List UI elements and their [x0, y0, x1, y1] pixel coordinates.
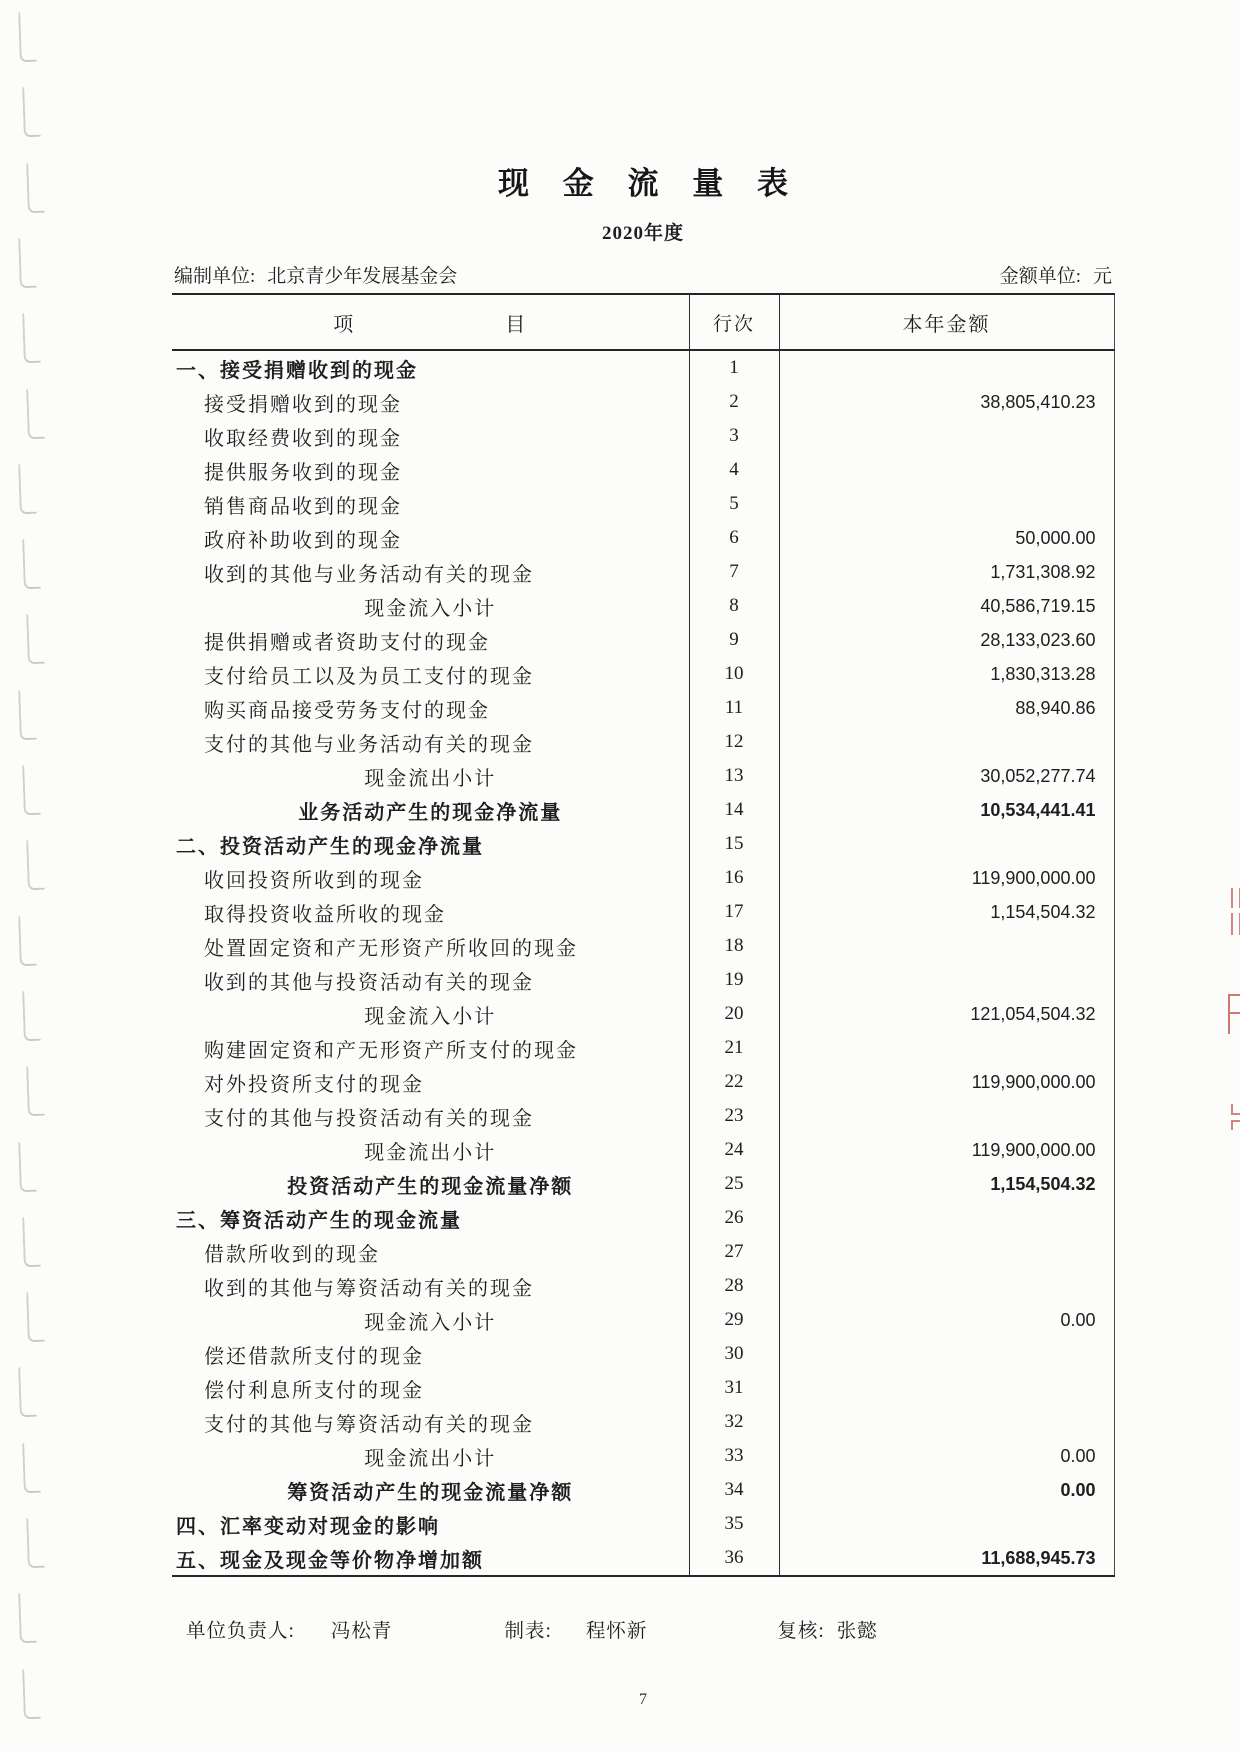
line-no-cell: 9 [689, 623, 779, 657]
amount-cell: 11,688,945.73 [779, 1541, 1114, 1576]
amount-cell: 88,940.86 [779, 691, 1114, 725]
preparer-label: 制表: [504, 1621, 552, 1642]
table-row [172, 555, 1114, 589]
prepared-by-value: 北京青少年发展基金会 [267, 266, 458, 287]
cash-flow-table [172, 293, 1115, 1577]
table-row [172, 725, 1114, 759]
binding-tear-mark [26, 1066, 45, 1117]
table-row [172, 521, 1114, 555]
binding-tear-mark [18, 689, 37, 740]
amount-cell [779, 1337, 1114, 1371]
amount-cell [779, 350, 1114, 385]
table-row [172, 691, 1114, 725]
line-no-cell: 19 [689, 963, 779, 997]
item-cell: 现金流入小计 [364, 1005, 497, 1028]
binding-tear-mark [26, 614, 45, 665]
table-row [172, 895, 1114, 929]
binding-tear-mark [18, 1367, 37, 1418]
red-edge-mark [1231, 1104, 1240, 1115]
table-row [172, 1507, 1114, 1541]
amount-cell: 119,900,000.00 [779, 861, 1114, 895]
amount-cell: 1,731,308.92 [779, 555, 1114, 589]
item-cell: 销售商品收到的现金 [204, 495, 402, 518]
table-row [172, 1269, 1114, 1303]
amount-cell [779, 1507, 1114, 1541]
amount-cell [779, 963, 1114, 997]
binding-tear-mark [22, 991, 41, 1042]
line-no-cell: 30 [689, 1337, 779, 1371]
header-item-left: 项 [333, 313, 356, 336]
table-row [172, 1439, 1114, 1473]
line-no-cell: 13 [689, 759, 779, 793]
item-cell: 收回投资所收到的现金 [204, 869, 424, 892]
table-row [172, 963, 1114, 997]
item-cell: 提供服务收到的现金 [204, 461, 402, 484]
table-row [172, 350, 1114, 385]
table-row [172, 827, 1114, 861]
binding-tear-mark [22, 1668, 41, 1719]
item-cell: 偿付利息所支付的现金 [204, 1379, 424, 1402]
binding-tear-mark [26, 1292, 45, 1343]
item-cell: 现金流入小计 [364, 597, 497, 620]
item-cell: 现金流出小计 [364, 767, 497, 790]
table-header [172, 294, 1114, 350]
table-row [172, 861, 1114, 895]
line-no-cell: 7 [689, 555, 779, 589]
table-row [172, 997, 1114, 1031]
amount-unit-value: 元 [1092, 266, 1112, 287]
amount-cell: 121,054,504.32 [779, 997, 1114, 1031]
line-no-cell: 8 [689, 589, 779, 623]
binding-tear-mark [22, 539, 41, 590]
red-edge-mark [1231, 913, 1240, 935]
item-cell: 收到的其他与筹资活动有关的现金 [204, 1277, 534, 1300]
table-row [172, 623, 1114, 657]
amount-cell: 1,154,504.32 [779, 895, 1114, 929]
binding-tear-mark [26, 388, 45, 439]
amount-cell [779, 1099, 1114, 1133]
page-title: 现 金 流 量 表 [498, 166, 801, 201]
line-no-cell: 21 [689, 1031, 779, 1065]
table-row [172, 589, 1114, 623]
line-no-cell: 18 [689, 929, 779, 963]
amount-cell: 0.00 [779, 1473, 1114, 1507]
header-line-no: 行次 [689, 294, 779, 350]
reviewer-label: 复核: [777, 1621, 825, 1642]
table-row [172, 1473, 1114, 1507]
amount-cell: 38,805,410.23 [779, 385, 1114, 419]
prepared-by-label: 编制单位: [174, 266, 256, 287]
binding-tear-mark [18, 12, 37, 63]
item-cell: 支付的其他与投资活动有关的现金 [204, 1107, 534, 1130]
responsible-person [186, 1615, 392, 1643]
line-no-cell: 15 [689, 827, 779, 861]
line-no-cell: 14 [689, 793, 779, 827]
table-row [172, 1099, 1114, 1133]
responsible-label: 单位负责人: [186, 1621, 295, 1642]
amount-cell: 10,534,441.41 [779, 793, 1114, 827]
binding-tear-mark [18, 464, 37, 515]
signature-row [172, 1615, 1114, 1643]
line-no-cell: 3 [689, 419, 779, 453]
preparer [504, 1615, 647, 1643]
item-cell: 支付的其他与业务活动有关的现金 [204, 733, 534, 756]
table-row [172, 1541, 1114, 1576]
line-no-cell: 35 [689, 1507, 779, 1541]
red-edge-mark [1231, 1120, 1240, 1130]
table-row [172, 929, 1114, 963]
amount-cell: 119,900,000.00 [779, 1133, 1114, 1167]
line-no-cell: 31 [689, 1371, 779, 1405]
table-row [172, 419, 1114, 453]
item-cell: 筹资活动产生的现金流量净额 [287, 1481, 574, 1504]
prepared-by [174, 261, 457, 288]
amount-cell: 0.00 [779, 1439, 1114, 1473]
table-row [172, 657, 1114, 691]
item-cell: 政府补助收到的现金 [204, 529, 402, 552]
table-body [172, 350, 1114, 1576]
item-cell: 处置固定资和产无形资产所收回的现金 [204, 937, 578, 960]
line-no-cell: 6 [689, 521, 779, 555]
table-row [172, 1303, 1114, 1337]
binding-tear-mark [22, 1217, 41, 1268]
responsible-name: 冯松青 [330, 1621, 393, 1642]
header-item-right: 目 [505, 313, 528, 336]
reviewer [777, 1615, 877, 1643]
item-cell: 现金流出小计 [364, 1141, 497, 1164]
line-no-cell: 25 [689, 1167, 779, 1201]
line-no-cell: 23 [689, 1099, 779, 1133]
header-item [172, 294, 689, 350]
binding-tear-mark [26, 1518, 45, 1569]
table-row [172, 1031, 1114, 1065]
amount-cell: 40,586,719.15 [779, 589, 1114, 623]
table-row [172, 453, 1114, 487]
line-no-cell: 26 [689, 1201, 779, 1235]
binding-tear-mark [18, 1593, 37, 1644]
line-no-cell: 17 [689, 895, 779, 929]
report-period: 2020年度 [601, 223, 684, 244]
item-cell: 收到的其他与业务活动有关的现金 [204, 563, 534, 586]
line-no-cell: 4 [689, 453, 779, 487]
binding-tear-mark [18, 238, 37, 289]
amount-cell: 1,830,313.28 [779, 657, 1114, 691]
line-no-cell: 34 [689, 1473, 779, 1507]
amount-unit-label: 金额单位: [999, 266, 1081, 287]
item-cell: 收取经费收到的现金 [204, 427, 402, 450]
item-cell: 业务活动产生的现金净流量 [298, 801, 563, 824]
amount-cell: 119,900,000.00 [779, 1065, 1114, 1099]
amount-cell [779, 453, 1114, 487]
table-row [172, 1405, 1114, 1439]
reviewer-name: 张懿 [836, 1621, 878, 1642]
amount-cell: 28,133,023.60 [779, 623, 1114, 657]
line-no-cell: 20 [689, 997, 779, 1031]
item-cell: 借款所收到的现金 [204, 1243, 380, 1266]
amount-cell [779, 1235, 1114, 1269]
table-row [172, 385, 1114, 419]
item-cell: 偿还借款所支付的现金 [204, 1345, 424, 1368]
amount-cell [779, 827, 1114, 861]
table-row [172, 1065, 1114, 1099]
red-edge-mark [1228, 994, 1240, 1034]
item-cell: 一、接受捐赠收到的现金 [176, 359, 418, 382]
item-cell: 收到的其他与投资活动有关的现金 [204, 971, 534, 994]
table-row [172, 1167, 1114, 1201]
amount-cell [779, 929, 1114, 963]
table-row [172, 1337, 1114, 1371]
table-row [172, 793, 1114, 827]
amount-cell [779, 725, 1114, 759]
amount-cell [779, 1201, 1114, 1235]
binding-tear-mark [26, 840, 45, 891]
line-no-cell: 33 [689, 1439, 779, 1473]
amount-unit [1000, 261, 1112, 288]
binding-tear-mark [18, 1141, 37, 1192]
preparer-name: 程怀新 [585, 1621, 648, 1642]
item-cell: 四、汇率变动对现金的影响 [176, 1515, 440, 1538]
binding-tear-mark [22, 765, 41, 816]
item-cell: 现金流出小计 [364, 1447, 497, 1470]
amount-cell: 0.00 [779, 1303, 1114, 1337]
amount-cell: 50,000.00 [779, 521, 1114, 555]
item-cell: 二、投资活动产生的现金净流量 [176, 835, 484, 858]
table-row [172, 759, 1114, 793]
binding-tear-mark [22, 1442, 41, 1493]
table-row [172, 1133, 1114, 1167]
item-cell: 对外投资所支付的现金 [204, 1073, 424, 1096]
binding-tear-mark [22, 87, 41, 138]
item-cell: 支付给员工以及为员工支付的现金 [204, 665, 534, 688]
table-row [172, 1235, 1114, 1269]
item-cell: 接受捐赠收到的现金 [204, 393, 402, 416]
binding-tear-mark [18, 915, 37, 966]
line-no-cell: 16 [689, 861, 779, 895]
line-no-cell: 24 [689, 1133, 779, 1167]
item-cell: 支付的其他与筹资活动有关的现金 [204, 1413, 534, 1436]
amount-cell [779, 1371, 1114, 1405]
amount-cell [779, 487, 1114, 521]
amount-cell [779, 1031, 1114, 1065]
table-row [172, 487, 1114, 521]
item-cell: 提供捐赠或者资助支付的现金 [204, 631, 490, 654]
amount-cell [779, 1269, 1114, 1303]
header-row [172, 294, 1114, 350]
binding-tear-mark [26, 162, 45, 213]
amount-cell [779, 1405, 1114, 1439]
table-row [172, 1201, 1114, 1235]
item-cell: 现金流入小计 [364, 1311, 497, 1334]
line-no-cell: 22 [689, 1065, 779, 1099]
amount-cell: 1,154,504.32 [779, 1167, 1114, 1201]
line-no-cell: 1 [689, 350, 779, 385]
item-cell: 三、筹资活动产生的现金流量 [176, 1209, 462, 1232]
line-no-cell: 11 [689, 691, 779, 725]
amount-cell [779, 419, 1114, 453]
red-edge-mark [1231, 888, 1240, 908]
line-no-cell: 12 [689, 725, 779, 759]
binding-tear-mark [22, 313, 41, 364]
item-cell: 投资活动产生的现金流量净额 [287, 1175, 574, 1198]
line-no-cell: 28 [689, 1269, 779, 1303]
line-no-cell: 32 [689, 1405, 779, 1439]
line-no-cell: 29 [689, 1303, 779, 1337]
header-amount: 本年金额 [779, 294, 1114, 350]
page-number: 7 [639, 1691, 647, 1708]
line-no-cell: 5 [689, 487, 779, 521]
line-no-cell: 27 [689, 1235, 779, 1269]
item-cell: 五、现金及现金等价物净增加额 [176, 1549, 484, 1572]
report-content [172, 0, 1114, 1709]
line-no-cell: 2 [689, 385, 779, 419]
item-cell: 购买商品接受劳务支付的现金 [204, 699, 490, 722]
amount-cell: 30,052,277.74 [779, 759, 1114, 793]
line-no-cell: 10 [689, 657, 779, 691]
line-no-cell: 36 [689, 1541, 779, 1576]
item-cell: 取得投资收益所收的现金 [204, 903, 446, 926]
report-meta-row [172, 261, 1114, 293]
table-row [172, 1371, 1114, 1405]
item-cell: 购建固定资和产无形资产所支付的现金 [204, 1039, 578, 1062]
